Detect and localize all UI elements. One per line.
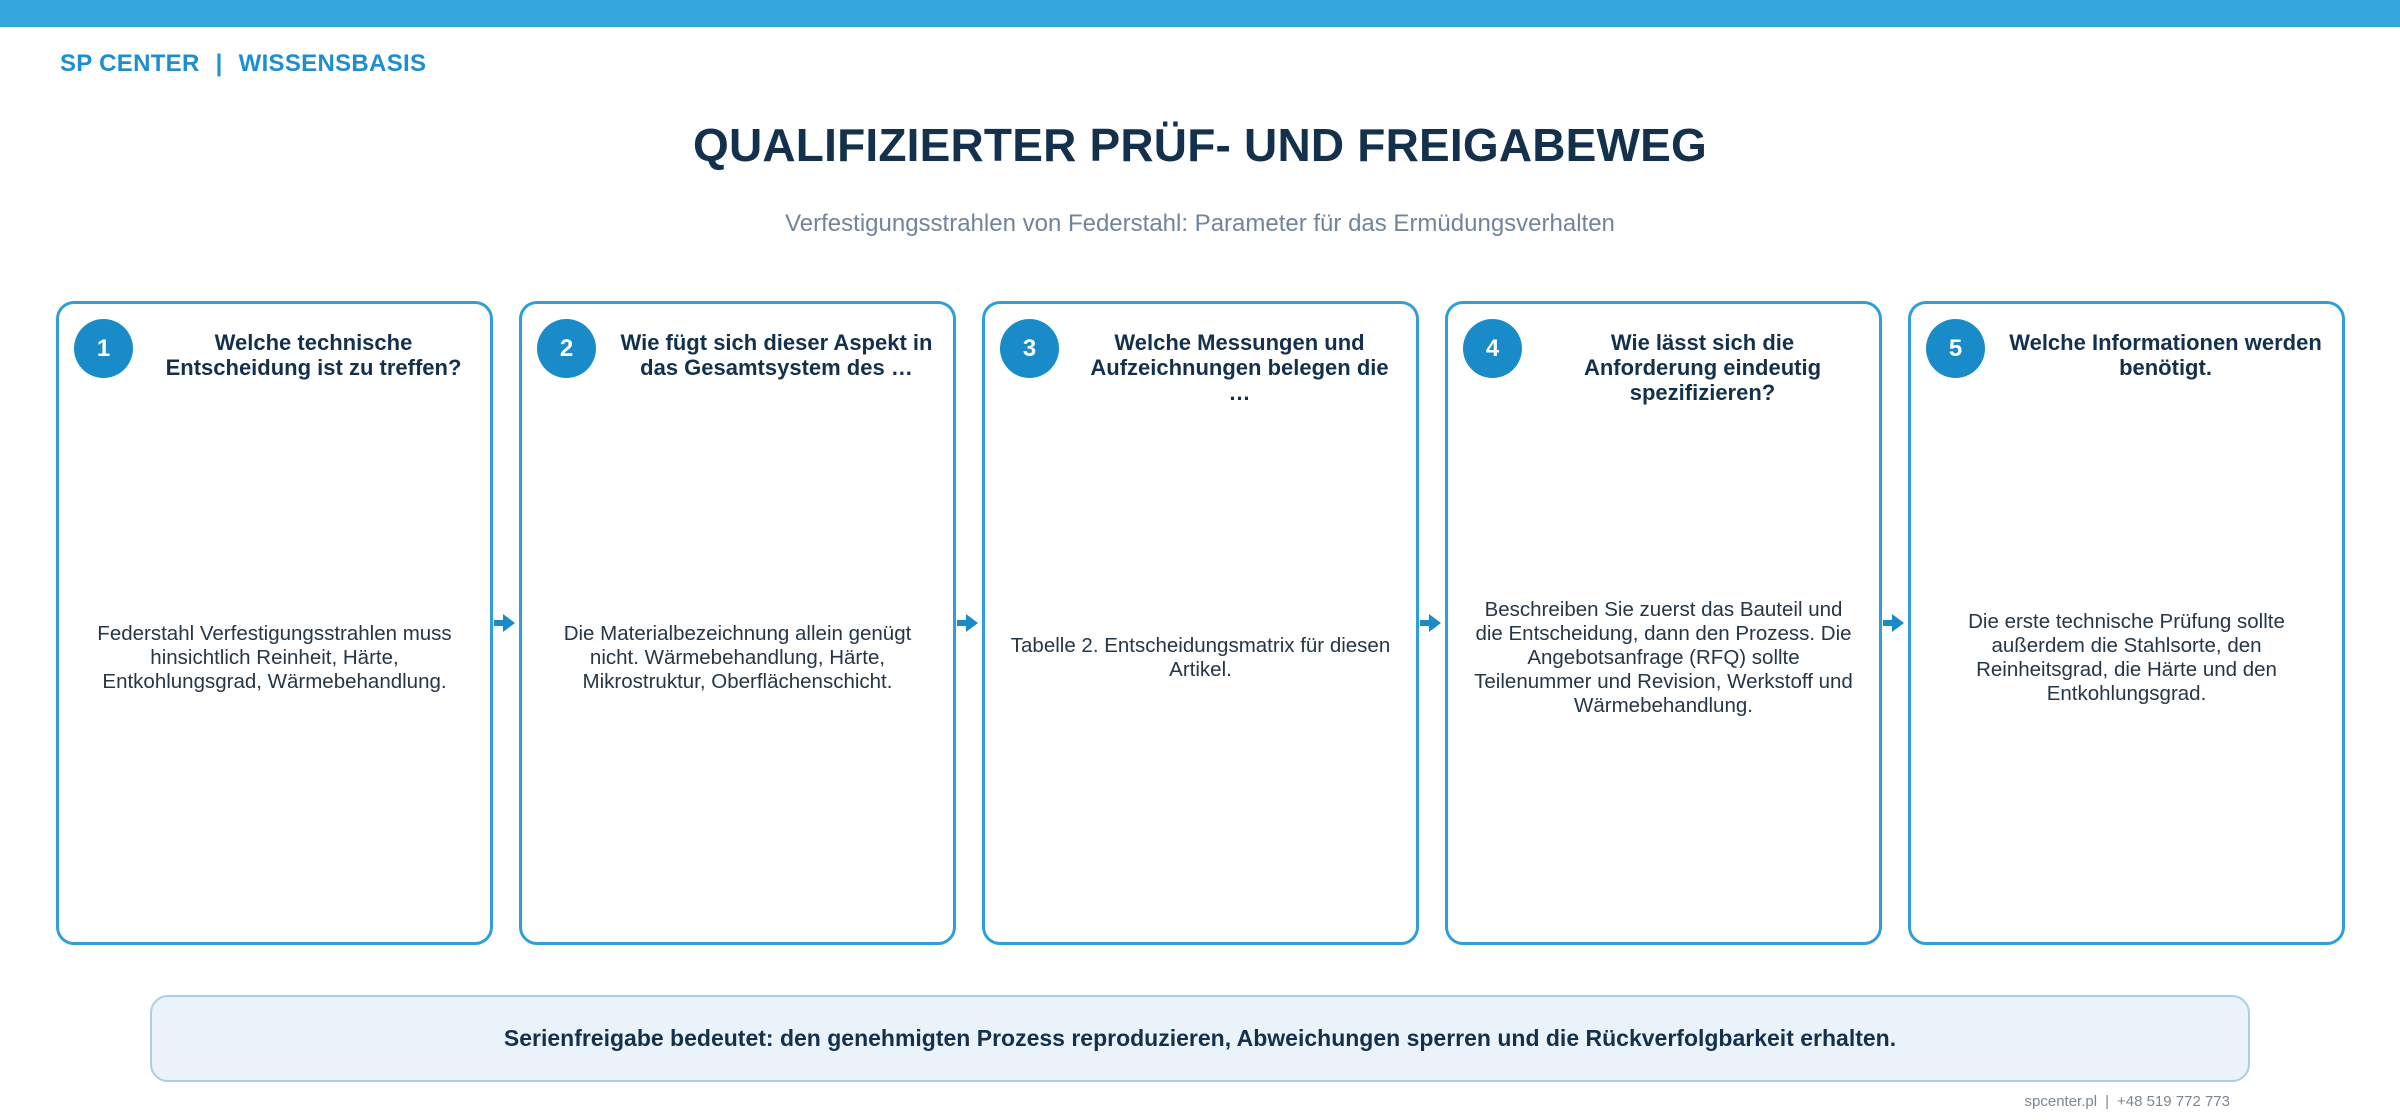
footer-phone[interactable]: +48 519 772 773 <box>2116 1093 2230 1110</box>
step-card-5 <box>1908 301 2345 945</box>
step-number-badge: 1 <box>74 319 133 378</box>
page-title: QUALIFIZIERTER PRÜF- UND FREIGABEWEG <box>692 119 1708 171</box>
arrow-right-icon <box>957 612 979 634</box>
step-body: Beschreiben Sie zuerst das Bauteil und die Entscheidung, dann den Prozess. Die Angebotsanfrage (RFQ) sollte Teilenummer und Revision, Werkstoff und Wärmebehandlung. <box>1474 598 1853 717</box>
step-card-1 <box>56 301 493 945</box>
page-subtitle: Verfestigungsstrahlen von Federstahl: Parameter für das Ermüdungsverhalten <box>785 210 1615 237</box>
step-card-4 <box>1445 301 1882 945</box>
brand-section: WISSENSBASIS <box>238 50 427 77</box>
summary-banner <box>150 995 2250 1082</box>
brand-header <box>60 50 426 78</box>
footer-separator: | <box>2105 1093 2109 1110</box>
step-card-2 <box>519 301 956 945</box>
brand-separator: | <box>215 50 223 77</box>
step-title: Wie lässt sich die Anforderung eindeutig spezifizieren? <box>1583 330 1822 405</box>
footer-website[interactable]: spcenter.pl <box>2024 1093 2098 1110</box>
top-accent-bar <box>0 0 2400 27</box>
step-body: Die erste technische Prüfung sollte außerdem die Stahlsorte, den Reinheitsgrad, die Härte und den Entkohlungsgrad. <box>1968 610 2285 705</box>
step-number-badge: 2 <box>537 319 596 378</box>
step-title: Welche Informationen werden benötigt. <box>2009 330 2322 380</box>
step-number-badge: 4 <box>1463 319 1522 378</box>
step-title: Welche technische Entscheidung ist zu treffen? <box>165 330 462 380</box>
arrow-right-icon <box>494 612 516 634</box>
arrow-right-icon <box>1883 612 1905 634</box>
arrow-right-icon <box>1420 612 1442 634</box>
summary-banner-text: Serienfreigabe bedeutet: den genehmigten Prozess reproduzieren, Abweichungen sperren und die Rückverfolgbarkeit erhalten. <box>503 1025 1897 1051</box>
brand-name: SP CENTER <box>60 50 200 77</box>
step-body: Tabelle 2. Entscheidungsmatrix für diesen Artikel. <box>1010 634 1391 681</box>
step-title: Welche Messungen und Aufzeichnungen belegen die … <box>1090 330 1389 405</box>
step-body: Die Materialbezeichnung allein genügt nicht. Wärmebehandlung, Härte, Mikrostruktur, Oberflächenschicht. <box>563 622 912 693</box>
footer-contact <box>2025 1093 2230 1110</box>
step-number-badge: 3 <box>1000 319 1059 378</box>
step-number-badge: 5 <box>1926 319 1985 378</box>
step-card-3 <box>982 301 1419 945</box>
step-title: Wie fügt sich dieser Aspekt in das Gesamtsystem des … <box>620 330 933 380</box>
step-body: Federstahl Verfestigungsstrahlen muss hinsichtlich Reinheit, Härte, Entkohlungsgrad, Wärmebehandlung. <box>97 622 452 693</box>
